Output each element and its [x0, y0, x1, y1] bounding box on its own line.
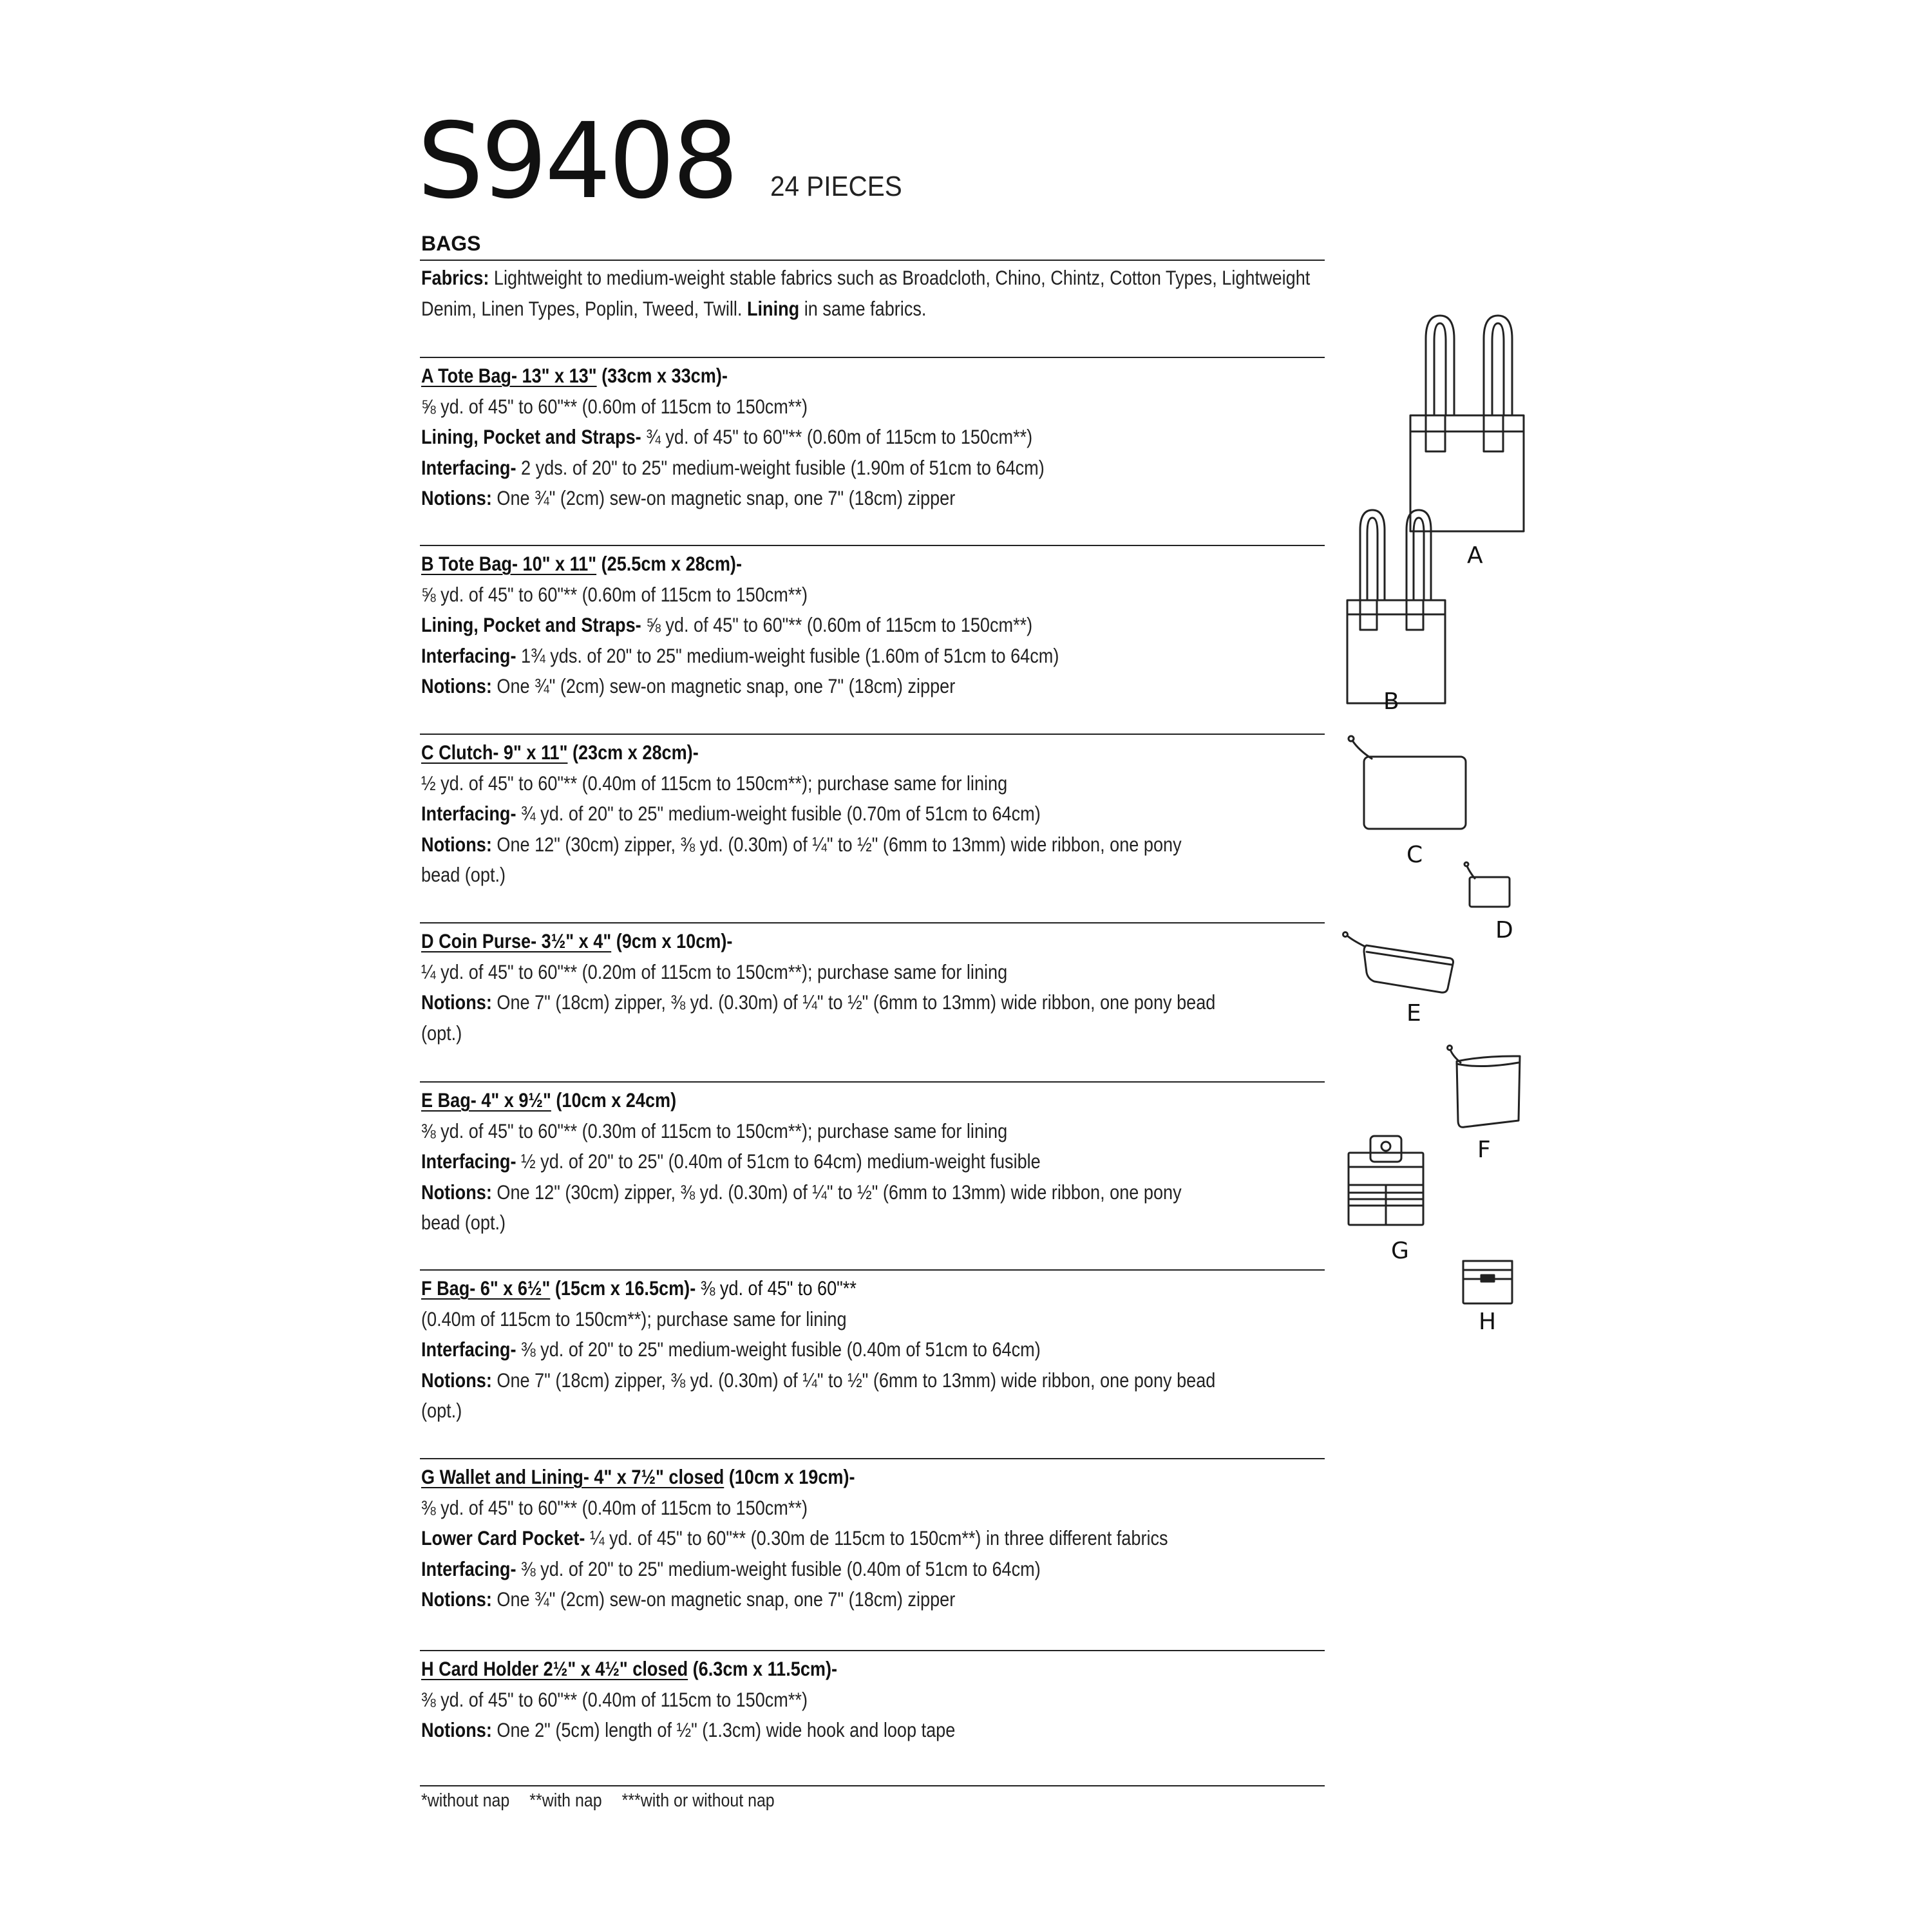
view-d-coin-purse-drawing: [1464, 862, 1510, 907]
view-h-notions: Notions: One 2" (5cm) length of ½" (1.3cm) wide hook and loop tape: [421, 1718, 956, 1741]
view-g-interfacing: Interfacing- ⅜ yd. of 20" to 25" medium-weight fusible (0.40m of 51cm to 64cm): [421, 1557, 1041, 1580]
figure-label-c: C: [1406, 842, 1423, 868]
view-e-notions-cont: bead (opt.): [421, 1211, 506, 1234]
footnote-with-or-without-nap: ***with or without nap: [621, 1790, 775, 1811]
view-c-clutch-drawing: [1349, 736, 1466, 829]
view-f-bag-drawing: [1448, 1046, 1520, 1128]
view-g-title: G Wallet and Lining- 4" x 7½" closed (10cm x 19cm)-: [421, 1465, 855, 1488]
figure-label-h: H: [1479, 1309, 1497, 1335]
view-b-notions: Notions: One ¾" (2cm) sew-on magnetic snap, one 7" (18cm) zipper: [421, 674, 956, 697]
view-h-yardage: ⅜ yd. of 45" to 60"** (0.40m of 115cm to 150cm**): [421, 1687, 808, 1711]
view-b-interfacing: Interfacing- 1¾ yds. of 20" to 25" medium-weight fusible (1.60m of 51cm to 64cm): [421, 643, 1059, 667]
lining-label: Lining: [746, 296, 800, 320]
view-c-title: C Clutch- 9" x 11" (23cm x 28cm)-: [421, 741, 699, 764]
figure-label-a: A: [1467, 542, 1483, 569]
view-d-yardage: ¼ yd. of 45" to 60"** (0.20m of 115cm to 150cm**); purchase same for lining: [421, 960, 1008, 983]
view-h-title: H Card Holder 2½" x 4½" closed (6.3cm x 11.5cm)-: [421, 1657, 838, 1680]
view-b-lining: Lining, Pocket and Straps- ⅝ yd. of 45" to 60"** (0.60m of 115cm to 150cm**): [421, 613, 1033, 636]
view-a-title: A Tote Bag- 13" x 13" (33cm x 33cm)-: [421, 364, 728, 387]
view-d-notions-cont: (opt.): [421, 1021, 462, 1045]
category-heading: BAGS: [421, 232, 481, 255]
view-c-yardage: ½ yd. of 45" to 60"** (0.40m of 115cm to 150cm**); purchase same for lining: [421, 771, 1008, 795]
view-g-notions: Notions: One ¾" (2cm) sew-on magnetic snap, one 7" (18cm) zipper: [421, 1587, 956, 1611]
view-f-title: F Bag- 6" x 6½" (15cm x 16.5cm)- ⅜ yd. of 45" to 60"**: [421, 1276, 857, 1300]
view-f-notions: Notions: One 7" (18cm) zipper, ⅜ yd. (0.30m) of ¼" to ½" (6mm to 13mm) wide ribbon, one pony bead: [421, 1368, 1216, 1392]
figure-label-g: G: [1391, 1238, 1409, 1264]
view-f-interfacing: Interfacing- ⅜ yd. of 20" to 25" medium-weight fusible (0.40m of 51cm to 64cm): [421, 1338, 1041, 1361]
view-a-notions: Notions: One ¾" (2cm) sew-on magnetic snap, one 7" (18cm) zipper: [421, 486, 956, 509]
view-b-tote-drawing: [1347, 510, 1445, 703]
view-g-yardage: ⅜ yd. of 45" to 60"** (0.40m of 115cm to 150cm**): [421, 1495, 808, 1519]
view-a-yardage: ⅝ yd. of 45" to 60"** (0.60m of 115cm to 150cm**): [421, 394, 808, 418]
view-d-notions: Notions: One 7" (18cm) zipper, ⅜ yd. (0.30m) of ¼" to ½" (6mm to 13mm) wide ribbon, one pony bead: [421, 990, 1216, 1014]
view-e-title: E Bag- 4" x 9½" (10cm x 24cm): [421, 1088, 677, 1112]
figure-label-e: E: [1406, 1000, 1421, 1027]
view-c-notions: Notions: One 12" (30cm) zipper, ⅜ yd. (0.30m) of ¼" to ½" (6mm to 13mm) wide ribbon, one pony: [421, 832, 1182, 856]
view-e-yardage: ⅜ yd. of 45" to 60"** (0.30m of 115cm to 150cm**); purchase same for lining: [421, 1119, 1008, 1142]
view-h-card-holder-drawing: [1463, 1261, 1512, 1303]
view-e-interfacing: Interfacing- ½ yd. of 20" to 25" (0.40m of 51cm to 64cm) medium-weight fusible: [421, 1150, 1041, 1173]
view-e-bag-drawing: [1343, 933, 1454, 993]
view-a-tote-drawing: [1410, 316, 1524, 531]
view-e-notions: Notions: One 12" (30cm) zipper, ⅜ yd. (0.30m) of ¼" to ½" (6mm to 13mm) wide ribbon, one pony: [421, 1180, 1182, 1204]
view-f-yardage: (0.40m of 115cm to 150cm**); purchase same for lining: [421, 1307, 847, 1331]
figure-label-b: B: [1383, 688, 1399, 715]
view-b-title: B Tote Bag- 10" x 11" (25.5cm x 28cm)-: [421, 552, 742, 575]
view-c-interfacing: Interfacing- ¾ yd. of 20" to 25" medium-weight fusible (0.70m of 51cm to 64cm): [421, 802, 1041, 825]
figure-label-d: D: [1495, 917, 1513, 943]
pattern-number: S9408: [417, 101, 737, 222]
view-d-title: D Coin Purse- 3½" x 4" (9cm x 10cm)-: [421, 929, 733, 952]
view-b-yardage: ⅝ yd. of 45" to 60"** (0.60m of 115cm to 150cm**): [421, 582, 808, 606]
fabrics-description: Lightweight to medium-weight stable fabrics such as Broadcloth, Chino, Chintz, Cotton Types, Lightweight Denim, Linen Types, Poplin, Tweed, Twill.: [421, 266, 1311, 320]
fabrics-label: Fabrics:: [421, 266, 489, 289]
view-g-wallet-drawing: [1349, 1136, 1423, 1225]
view-g-card-pocket: Lower Card Pocket- ¼ yd. of 45" to 60"** (0.30m de 115cm to 150cm**) in three different fabrics: [421, 1526, 1168, 1549]
view-c-notions-cont: bead (opt.): [421, 863, 506, 886]
fabrics-lining-note: in same fabrics.: [799, 296, 927, 320]
footnote-without-nap: *without nap: [421, 1790, 510, 1811]
view-f-notions-cont: (opt.): [421, 1399, 462, 1422]
footnote-with-nap: **with nap: [529, 1790, 602, 1811]
figure-label-f: F: [1477, 1137, 1491, 1163]
view-a-interfacing: Interfacing- 2 yds. of 20" to 25" medium-weight fusible (1.90m of 51cm to 64cm): [421, 455, 1045, 479]
piece-count: 24 PIECES: [770, 171, 902, 202]
view-a-lining: Lining, Pocket and Straps- ¾ yd. of 45" to 60"** (0.60m of 115cm to 150cm**): [421, 425, 1033, 448]
